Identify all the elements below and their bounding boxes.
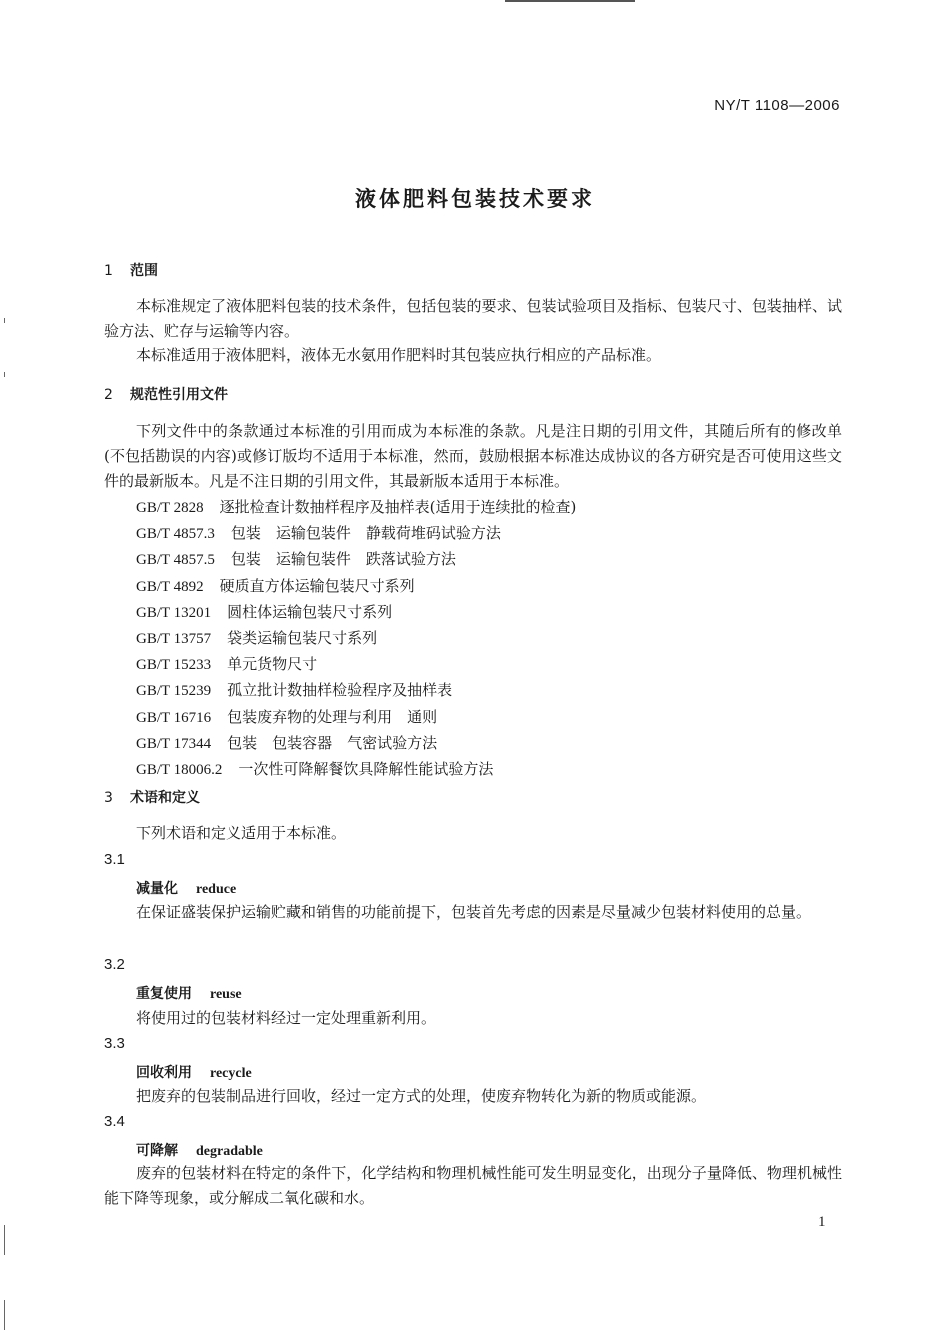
reference-code: GB/T 13201	[136, 604, 212, 621]
term-definition: 把废弃的包装制品进行回收，经过一定方式的处理，使废弃物转化为新的物质或能源。	[136, 1087, 707, 1105]
term-chinese: 重复使用	[136, 986, 192, 1002]
reference-title: 逐批检查计数抽样程序及抽样表(适用于连续批的检查)	[219, 498, 577, 516]
reference-item	[136, 574, 576, 600]
reference-title: 圆柱体运输包装尺寸系列	[227, 602, 393, 621]
section-number: 1	[104, 263, 113, 279]
reference-code: GB/T 16716	[136, 709, 212, 726]
reference-code: GB/T 2828	[136, 500, 204, 516]
reference-item	[136, 705, 576, 731]
section-number: 3	[104, 790, 113, 806]
scan-margin-mark	[4, 372, 5, 377]
reference-code: GB/T 13757	[136, 631, 212, 648]
term-entry	[136, 878, 236, 898]
term-definition: 将使用过的包装材料经过一定处理重新利用。	[136, 1009, 437, 1027]
clause-number: 3.1	[104, 851, 125, 868]
reference-code: GB/T 4892	[136, 578, 204, 595]
reference-title: 包装 运输包装件 跌落试验方法	[230, 550, 456, 569]
term-english: reduce	[196, 882, 237, 897]
term-definition: 在保证盛装保护运输贮藏和销售的功能前提下，包装首先考虑的因素是尽量减少包装材料使用的总量。	[136, 903, 812, 921]
reference-code: GB/T 15233	[136, 657, 212, 674]
term-chinese: 回收利用	[136, 1065, 192, 1081]
reference-code: GB/T 18006.2	[136, 762, 223, 779]
reference-title: 一次性可降解餐饮具降解性能试验方法	[238, 760, 494, 779]
reference-item	[136, 521, 576, 547]
term-entry	[136, 1140, 263, 1160]
term-entry	[136, 1062, 252, 1082]
scan-margin-mark	[4, 1300, 5, 1330]
term-entry	[136, 983, 242, 1003]
term-english: reuse	[210, 987, 242, 1002]
reference-title: 包装 运输包装件 静载荷堆码试验方法	[230, 524, 501, 543]
section-2-heading	[104, 385, 228, 405]
term-chinese: 可降解	[136, 1143, 178, 1159]
scan-margin-mark	[4, 318, 5, 323]
reference-title: 包装 包装容器 气密试验方法	[227, 733, 438, 752]
term-english: degradable	[196, 1144, 263, 1159]
standard-id: NY/T 1108—2006	[714, 97, 840, 114]
reference-item	[136, 652, 576, 678]
clause-number: 3.4	[104, 1113, 125, 1130]
reference-item	[136, 731, 576, 757]
section-title: 规范性引用文件	[130, 387, 228, 403]
section-1-heading	[104, 261, 158, 281]
page-number: 1	[818, 1214, 826, 1230]
section-2-paragraph-1: 下列文件中的条款通过本标准的引用而成为本标准的条款。凡是注日期的引用文件，其随后所有的修改单(不包括勘误的内容)或修订版均不适用于本标准，然而，鼓励根据本标准达成协议的各方研究是否可使用这些文件的最新版本。凡是不注日期的引用文件，其最新版本适用于本标准。	[104, 422, 842, 490]
section-number: 2	[104, 387, 113, 403]
section-1-paragraph-1: 本标准规定了液体肥料包装的技术条件，包括包装的要求、包装试验项目及指标、包装尺寸、包装抽样、试验方法、贮存与运输等内容。	[104, 297, 842, 340]
reference-title: 单元货物尺寸	[227, 655, 318, 674]
reference-title: 孤立批计数抽样检验程序及抽样表	[227, 681, 453, 700]
reference-code: GB/T 15239	[136, 683, 212, 700]
section-3-heading	[104, 788, 200, 808]
reference-item	[136, 600, 576, 626]
section-1-paragraph-2: 本标准适用于液体肥料，液体无水氨用作肥料时其包装应执行相应的产品标准。	[136, 346, 662, 364]
clause-number: 3.3	[104, 1035, 125, 1052]
term-english: recycle	[210, 1066, 252, 1081]
reference-item	[136, 757, 576, 783]
reference-code: GB/T 4857.3	[136, 526, 215, 543]
normative-reference-list	[136, 495, 576, 783]
reference-item	[136, 626, 576, 652]
reference-code: GB/T 17344	[136, 735, 212, 752]
reference-title: 袋类运输包装尺寸系列	[227, 629, 378, 648]
page-title: 液体肥料包装技术要求	[355, 187, 595, 211]
scan-margin-mark	[4, 1225, 5, 1255]
reference-title: 包装废弃物的处理与利用 通则	[227, 707, 438, 726]
section-3-paragraph-1: 下列术语和定义适用于本标准。	[136, 824, 347, 842]
section-title: 范围	[130, 263, 158, 279]
reference-title: 硬质直方体运输包装尺寸系列	[219, 576, 415, 595]
reference-item	[136, 495, 576, 521]
reference-code: GB/T 4857.5	[136, 552, 215, 569]
reference-item	[136, 678, 576, 704]
top-rule	[505, 0, 635, 2]
term-chinese: 减量化	[136, 881, 178, 897]
reference-item	[136, 547, 576, 573]
section-title: 术语和定义	[130, 790, 200, 806]
term-definition: 废弃的包装材料在特定的条件下，化学结构和物理机械性能可发生明显变化，出现分子量降低、物理机械性能下降等现象，或分解成二氧化碳和水。	[104, 1164, 842, 1207]
clause-number: 3.2	[104, 956, 125, 973]
